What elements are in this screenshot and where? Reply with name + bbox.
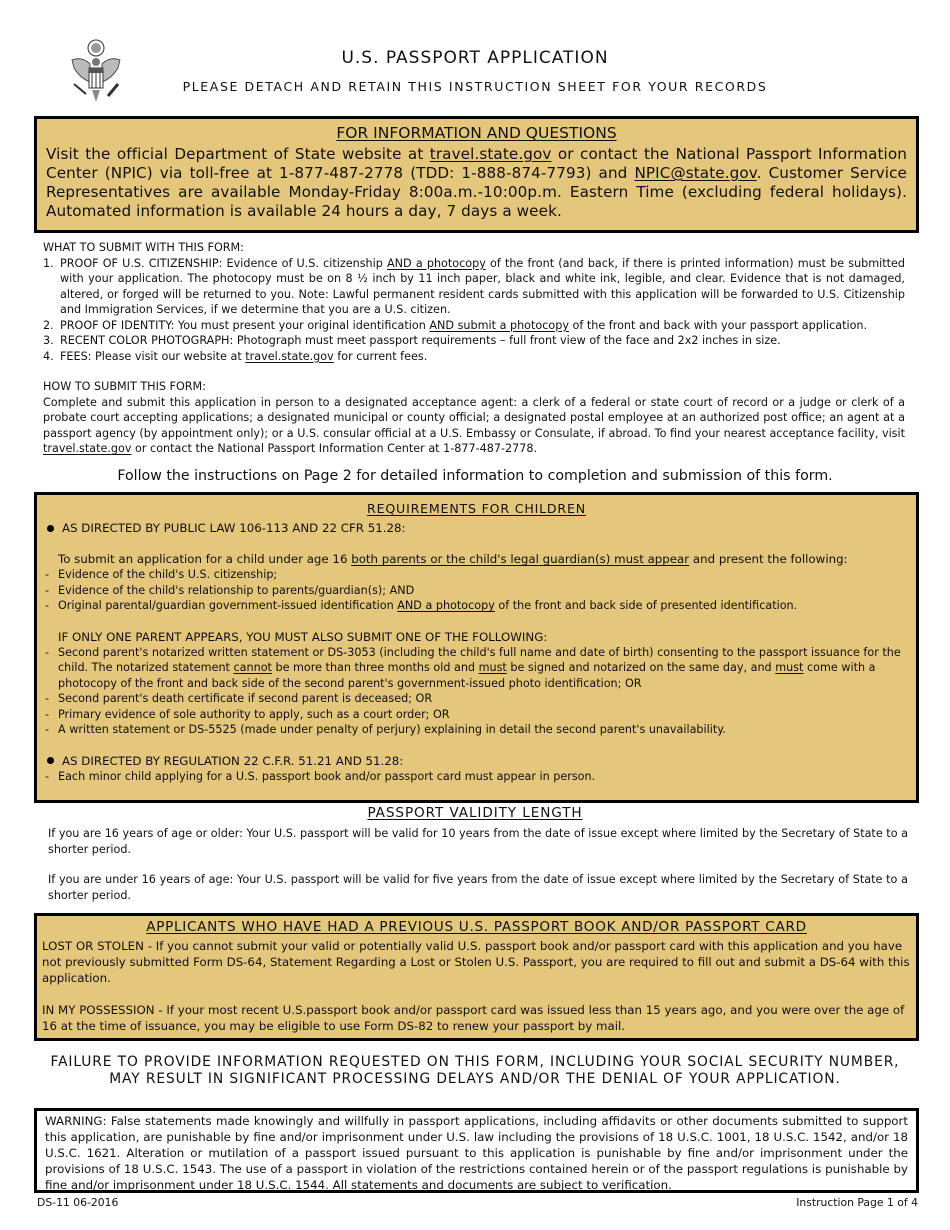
lost-stolen-text: LOST OR STOLEN - If you cannot submit your valid or potentially valid U.S. passport book and/or passport card with this application and you have not previously submitted Form DS-64, Statement Regarding a Lost or Stolen U.S. Passport, you are required to fill out and submit a DS-64 with this application. — [42, 939, 910, 985]
list-item: - Evidence of the child's U.S. citizenship; — [45, 568, 278, 581]
form-id: DS-11 06-2016 — [37, 1196, 119, 1209]
info-questions-box — [34, 116, 919, 233]
list-item: - Second parent's death certificate if second parent is deceased; OR — [45, 692, 433, 705]
bullet-icon — [47, 757, 54, 764]
law-heading: AS DIRECTED BY PUBLIC LAW 106-113 AND 22 CFR 51.28: — [45, 520, 908, 536]
page-title: U.S. PASSPORT APPLICATION — [341, 48, 609, 68]
fees-link[interactable]: travel.state.gov — [245, 349, 334, 363]
previous-heading: APPLICANTS WHO HAVE HAD A PREVIOUS U.S. PASSPORT BOOK AND/OR PASSPORT CARD — [146, 919, 807, 935]
list-item: - Primary evidence of sole authority to apply, such as a court order; OR — [45, 707, 450, 721]
npic-email-link[interactable]: NPIC@state.gov — [634, 164, 757, 182]
regulation-heading: AS DIRECTED BY REGULATION 22 C.F.R. 51.21 AND 51.28: — [45, 753, 908, 769]
what-to-submit-heading: WHAT TO SUBMIT WITH THIS FORM: — [43, 241, 244, 254]
children-heading: REQUIREMENTS FOR CHILDREN — [367, 501, 586, 516]
acceptance-facility-link[interactable]: travel.state.gov — [43, 442, 132, 455]
how-to-submit-text: Complete and submit this application in person to a designated acceptance agent: a clerk of a federal or state court of record or a judge or clerk of a probate court accepting applications; a designated municipal or county official; a designated postal employee at an authorized post office; an agent at a passport agency (by appointment only); or a U.S. consular official at a U.S. Embassy or Consulate, if abroad. To find your nearest acceptance facility, visit travel.state.gov or contact the National Passport Information Center at 1-877-487-2778. — [43, 395, 905, 455]
list-item: 3. RECENT COLOR PHOTOGRAPH: Photograph must meet passport requirements – full front view of the face and 2x2 inches in size. — [43, 334, 781, 347]
what-to-submit-section — [43, 240, 905, 364]
children-requirements-box — [34, 492, 919, 803]
list-item: 2. PROOF OF IDENTITY: You must present your original identification AND submit a photocopy of the front and back with your passport application. — [43, 318, 868, 332]
validity-child: If you are under 16 years of age: Your U.S. passport will be valid for five years from the date of issue except where limited by the Secretary of State to a shorter period. — [48, 873, 908, 902]
info-text: Visit the official Department of State website at travel.state.gov or contact the National Passport Information Center (NPIC) via toll-free at 1-877-487-2778 (TDD: 1-888-874-7793) and NPIC@state.gov. Customer Service Representatives are available Monday-Friday 8:00a.m.-10:00p.m. Eastern Time (excluding federal holidays). Automated information is available 24 hours a day, 7 days a week. — [46, 145, 908, 220]
list-item: 1. PROOF OF U.S. CITIZENSHIP: Evidence of U.S. citizenship AND a photocopy of the front (and back, if there is printed information) must be submitted with your application. The photocopy must be on 8 ½ inch by 11 inch paper, black and white ink, legible, and clear. Evidence that is not damaged, altered, or forged will be returned to you. Note: Lawful permanent resident cards submitted with this application will be forwarded to U.S. Citizenship and Immigration Services, if we determine that you are a U.S. citizen. — [43, 256, 906, 316]
one-parent-heading: IF ONLY ONE PARENT APPEARS, YOU MUST ALSO SUBMIT ONE OF THE FOLLOWING: — [58, 629, 548, 644]
failure-notice: FAILURE TO PROVIDE INFORMATION REQUESTED ON THIS FORM, INCLUDING YOUR SOCIAL SECURITY NUMBER, MAY RESULT IN SIGNIFICANT PROCESSING DELAYS AND/OR THE DENIAL OF YOUR APPLICATION. — [50, 1054, 900, 1087]
how-to-submit-heading: HOW TO SUBMIT THIS FORM: — [43, 380, 206, 393]
list-item: - Each minor child applying for a U.S. passport book and/or passport card must appear in person. — [45, 769, 596, 783]
list-item: - Second parent's notarized written statement or DS-3053 (including the child's full name and date of birth) consenting to the passport issuance for the child. The notarized statement cannot be more than three months old and must be signed and notarized on the same day, and must come with a photocopy of the front and back side of the second parent's government-issued photo identification; OR — [45, 645, 901, 690]
list-item: 4. FEES: Please visit our website at travel.state.gov for current fees. — [43, 349, 428, 363]
list-item: - Original parental/guardian government-issued identification AND a photocopy of the front and back side of presented identification. — [45, 599, 798, 612]
page-subtitle: PLEASE DETACH AND RETAIN THIS INSTRUCTION SHEET FOR YOUR RECORDS — [182, 79, 768, 94]
validity-section — [48, 826, 908, 903]
info-heading: FOR INFORMATION AND QUESTIONS — [336, 124, 617, 142]
list-item: - Evidence of the child's relationship to parents/guardian(s); AND — [45, 583, 415, 597]
warning-box: WARNING: False statements made knowingly and willfully in passport applications, including affidavits or other documents submitted to support this application, are punishable by fine and/or imprisonment under U.S. law including the provisions of 18 U.S.C. 1001, 18 U.S.C. 1542, and/or 18 U.S.C. 1621. Alteration or mutilation of a passport issued pursuant to this application is punishable by fine and/or imprisonment under the provisions of 18 U.S.C. 1543. The use of a passport in violation of the restrictions contained herein or of the passport regulations is punishable by fine and/or imprisonment under 18 U.S.C. 1544. All statements and documents are subject to verification. — [34, 1108, 919, 1193]
page-number: Instruction Page 1 of 4 — [796, 1196, 918, 1209]
validity-adult: If you are 16 years of age or older: Your U.S. passport will be valid for 10 years from the date of issue except where limited by the Secretary of State to a shorter period. — [48, 827, 908, 856]
list-item: - A written statement or DS-5525 (made under penalty of perjury) explaining in detail the second parent's unavailability. — [45, 723, 726, 736]
in-possession-text: IN MY POSSESSION - If your most recent U.S.passport book and/or passport card was issued less than 15 years ago, and you were over the age of 16 at the time of issuance, you may be eligible to use Form DS-82 to renew your passport by mail. — [42, 1003, 905, 1033]
validity-heading: PASSPORT VALIDITY LENGTH — [367, 805, 583, 821]
travel-state-gov-link[interactable]: travel.state.gov — [429, 145, 552, 163]
how-to-submit-section — [43, 379, 905, 457]
follow-instructions-note: Follow the instructions on Page 2 for detailed information to completion and submission of this form. — [117, 468, 833, 484]
bullet-icon — [47, 525, 54, 532]
previous-passport-box — [34, 913, 919, 1041]
children-intro: To submit an application for a child under age 16 both parents or the child's legal guardian(s) must appear and present the following: — [58, 552, 848, 566]
